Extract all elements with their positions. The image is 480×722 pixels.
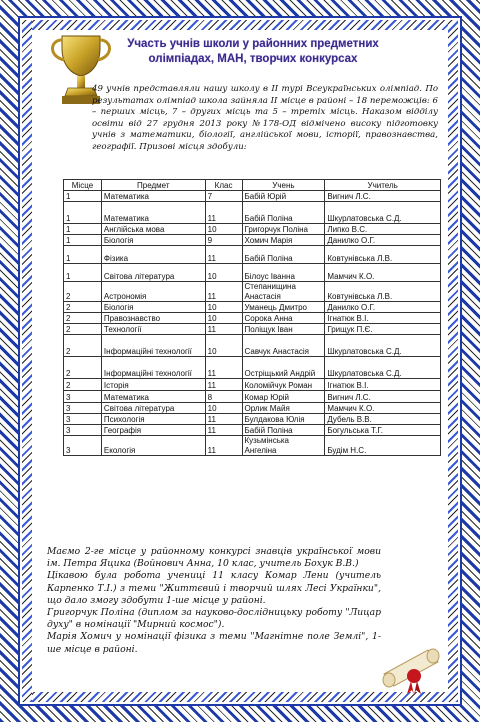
- cell-teacher: Шкурлатовська С.Д.: [325, 335, 441, 357]
- cell-grade: 11: [205, 436, 242, 456]
- table-row: [64, 191, 441, 202]
- cell-grade: 11: [205, 246, 242, 264]
- border-band-right: [448, 20, 458, 702]
- cell-student: Сорока Анна: [242, 313, 325, 324]
- cell-place: 1: [64, 191, 102, 202]
- table-header-row: [64, 180, 441, 191]
- cell-subject: Світова література: [101, 264, 205, 282]
- cell-teacher: Мамчич К.О.: [325, 264, 441, 282]
- cell-student: Бабій Поліна: [242, 425, 325, 436]
- title-line-1: Участь учнів школи у районних предметних: [127, 38, 379, 50]
- header-place: Місце: [64, 180, 102, 191]
- table-row: [64, 414, 441, 425]
- header-teacher: Учитель: [325, 180, 441, 191]
- cell-student: Бабій Юрій: [242, 191, 325, 202]
- cell-place: 1: [64, 264, 102, 282]
- cell-subject: Математика: [101, 202, 205, 224]
- footer-paragraph-3: Григорчук Поліна (диплом за науково-дослідницьку роботу "Лицар духу" в номінації "Мирний космос").: [47, 607, 381, 631]
- cell-student: Остріщький Андрій: [242, 357, 325, 379]
- table-row: [64, 313, 441, 324]
- cell-teacher: Ігнатюк В.І.: [325, 313, 441, 324]
- results-table: [63, 179, 441, 456]
- cell-place: 1: [64, 246, 102, 264]
- table-row: [64, 436, 441, 456]
- cell-grade: 11: [205, 379, 242, 391]
- cell-teacher: Шкурлатовська С.Д.: [325, 357, 441, 379]
- cell-grade: 9: [205, 235, 242, 246]
- cell-teacher: Грищук П.Є.: [325, 324, 441, 335]
- cell-teacher: Ігнатюк В.І.: [325, 379, 441, 391]
- table-row: [64, 224, 441, 235]
- cell-teacher: Данилко О.Г.: [325, 302, 441, 313]
- cell-subject: Інформаційні технології: [101, 357, 205, 379]
- intro-paragraph: 49 учнів представляли нашу школу в ІІ турі Всеукраїнських олімпіад. По результатах олімпіад школа зайняла ІІ місце в районі – 18 переможців: 6 – перших місць, 7 – других місць та 5 – третіх місць. Наказом відділу освіти від 27 грудня 2013 року №178-ОД відмічено високу підготовку учнів з математики, біології, англійської мови, історії, правознавства, географії. Призові місця здобули:: [92, 84, 438, 152]
- table-row: [64, 246, 441, 264]
- cell-teacher: Вигнич Л.С.: [325, 191, 441, 202]
- cell-teacher: Мамчич К.О.: [325, 403, 441, 414]
- cell-grade: 10: [205, 302, 242, 313]
- cell-student: Савчук Анастасія: [242, 335, 325, 357]
- cell-student: Орлик Майя: [242, 403, 325, 414]
- cell-grade: 11: [205, 282, 242, 302]
- cell-grade: 10: [205, 313, 242, 324]
- cell-grade: 11: [205, 324, 242, 335]
- cell-place: 2: [64, 357, 102, 379]
- table-row: [64, 391, 441, 403]
- cell-place: 3: [64, 425, 102, 436]
- cell-subject: Математика: [101, 191, 205, 202]
- cell-place: 2: [64, 313, 102, 324]
- footer-paragraph-1: Маємо 2-ге місце у районному конкурсі знавців української мови ім. Петра Яцика (Войнович Анна, 10 клас, учитель Бохук В.В.): [47, 546, 381, 570]
- border-band-left: [22, 20, 32, 702]
- cell-student: Кузьмінська Ангеліна: [242, 436, 325, 456]
- table-row: [64, 357, 441, 379]
- cell-place: 1: [64, 202, 102, 224]
- cell-subject: Математика: [101, 391, 205, 403]
- cell-subject: Екологія: [101, 436, 205, 456]
- table-row: [64, 403, 441, 414]
- cell-teacher: Ковтунівська Л.В.: [325, 246, 441, 264]
- cell-student: Степанищина Анастасія: [242, 282, 325, 302]
- cell-grade: 8: [205, 391, 242, 403]
- footer-paragraph-2: Цікавою була робота учениці 11 класу Комар Лени (учитель Карпенко Т.І.) з теми "Життєвий і творчий шлях Лесі Українки", що дало змогу здобути 1-ше місце у районі.: [47, 570, 381, 606]
- cell-subject: Фізика: [101, 246, 205, 264]
- cell-subject: Світова література: [101, 403, 205, 414]
- cell-grade: 10: [205, 224, 242, 235]
- diploma-scroll-icon: [378, 640, 444, 696]
- header-subject: Предмет: [101, 180, 205, 191]
- cell-teacher: Липко В.С.: [325, 224, 441, 235]
- cell-place: 2: [64, 282, 102, 302]
- cell-teacher: Богульська Т.Г.: [325, 425, 441, 436]
- cell-subject: Астрономія: [101, 282, 205, 302]
- table-row: [64, 379, 441, 391]
- cell-teacher: Данилко О.Г.: [325, 235, 441, 246]
- table-row: [64, 335, 441, 357]
- cell-place: 1: [64, 235, 102, 246]
- cell-teacher: Ковтунівська Л.В.: [325, 282, 441, 302]
- cell-subject: Англійська мова: [101, 224, 205, 235]
- cell-teacher: Дубель В.В.: [325, 414, 441, 425]
- cell-grade: 10: [205, 264, 242, 282]
- cell-subject: Географія: [101, 425, 205, 436]
- cell-subject: Історія: [101, 379, 205, 391]
- cell-place: 3: [64, 414, 102, 425]
- cell-place: 3: [64, 436, 102, 456]
- table-row: [64, 264, 441, 282]
- cell-place: 2: [64, 379, 102, 391]
- cell-subject: Інформаційні технології: [101, 335, 205, 357]
- header-grade: Клас: [205, 180, 242, 191]
- cell-teacher: Будім Н.С.: [325, 436, 441, 456]
- cell-place: 3: [64, 391, 102, 403]
- cell-place: 1: [64, 224, 102, 235]
- header-student: Учень: [242, 180, 325, 191]
- title-line-2: олімпіадах, МАН, творчих конкурсах: [148, 53, 358, 65]
- cell-grade: 11: [205, 425, 242, 436]
- border-band-top: [22, 20, 458, 30]
- cell-place: 2: [64, 302, 102, 313]
- cell-subject: Правознавство: [101, 313, 205, 324]
- cell-grade: 7: [205, 191, 242, 202]
- cell-student: Бабій Поліна: [242, 246, 325, 264]
- cell-teacher: Вигнич Л.С.: [325, 391, 441, 403]
- footer-text: [47, 546, 381, 656]
- cell-student: Коломійчук Роман: [242, 379, 325, 391]
- cell-subject: Біологія: [101, 235, 205, 246]
- cell-student: Хомич Марія: [242, 235, 325, 246]
- cell-grade: 10: [205, 403, 242, 414]
- page-title: [108, 37, 398, 67]
- table-row: [64, 324, 441, 335]
- cell-subject: Психологія: [101, 414, 205, 425]
- cell-place: 3: [64, 403, 102, 414]
- table-row: [64, 302, 441, 313]
- cell-grade: 11: [205, 357, 242, 379]
- cell-student: Білоус Іванна: [242, 264, 325, 282]
- cell-student: Уманець Дмитро: [242, 302, 325, 313]
- cell-place: 2: [64, 335, 102, 357]
- table-row: [64, 235, 441, 246]
- cell-student: Комар Юрій: [242, 391, 325, 403]
- cell-subject: Біологія: [101, 302, 205, 313]
- cell-place: 2: [64, 324, 102, 335]
- cell-student: Григорчук Поліна: [242, 224, 325, 235]
- cell-grade: 10: [205, 335, 242, 357]
- table-row: [64, 282, 441, 302]
- cell-student: Поліщук Іван: [242, 324, 325, 335]
- cell-subject: Технології: [101, 324, 205, 335]
- cell-teacher: Шкурлатовська С.Д.: [325, 202, 441, 224]
- cell-grade: 11: [205, 202, 242, 224]
- table-row: [64, 202, 441, 224]
- cell-student: Булдакова Юлія: [242, 414, 325, 425]
- footer-paragraph-4: Марія Хомич у номінації фізика з теми "Магнітне поле Землі", 1-ше місце в районі.: [47, 631, 381, 655]
- table-row: [64, 425, 441, 436]
- cell-student: Бабій Поліна: [242, 202, 325, 224]
- cell-grade: 11: [205, 414, 242, 425]
